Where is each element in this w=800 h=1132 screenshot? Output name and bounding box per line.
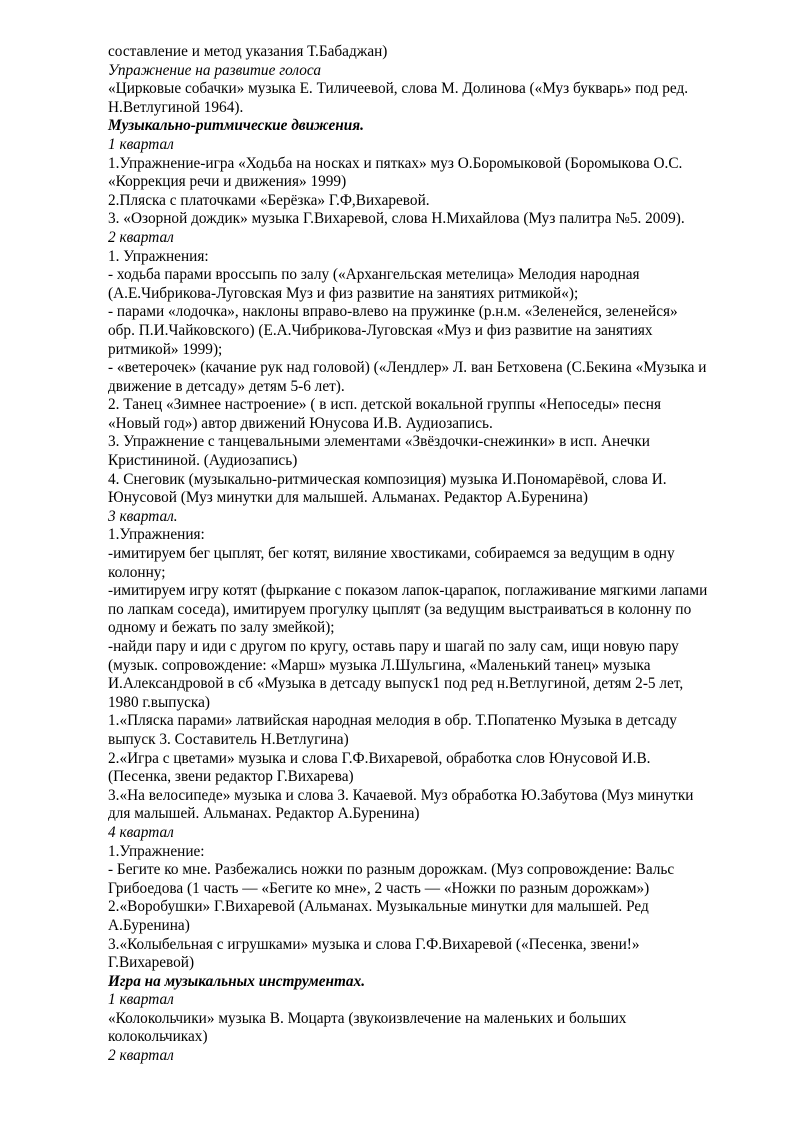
text-line: Г.Вихаревой): [108, 954, 195, 972]
text-line: (Песенка, звени редактор Г.Вихарева): [108, 768, 354, 786]
text-line: 1. Упражнения:: [108, 247, 209, 265]
section-subheading: 4 квартал: [108, 823, 174, 841]
text-line: 3.«Колыбельная с игрушками» музыка и слова Г.Ф.Вихаревой («Песенка, звени!»: [108, 935, 640, 953]
text-line: обр. П.И.Чайковского) (Е.А.Чибрикова-Луговская «Муз и физ развитие на занятиях: [108, 321, 653, 339]
section-heading: Музыкально-ритмические движения.: [108, 117, 364, 135]
text-line: «Коррекция речи и движения» 1999): [108, 173, 347, 191]
text-line: выпуск 3. Составитель Н.Ветлугина): [108, 730, 349, 748]
text-line: 2.«Игра с цветами» музыка и слова Г.Ф.Вихаревой, обработка слов Юнусовой И.В.: [108, 749, 651, 767]
section-subheading: Упражнение на развитие голоса: [108, 61, 321, 79]
text-line: 2.Пляска с платочками «Берёзка» Г.Ф,Вихаревой.: [108, 191, 430, 209]
text-line: 1980 г.выпуска): [108, 693, 210, 711]
text-line: 1.Упражнение:: [108, 842, 205, 860]
text-line: -найди пару и иди с другом по кругу, оставь пару и шагай по залу сам, ищи новую пару: [108, 638, 679, 655]
text-line: 4. Снеговик (музыкально-ритмическая композиция) музыка И.Пономарёвой, слова И.: [108, 470, 667, 488]
text-line: движение в детсаду» детям 5-6 лет).: [108, 377, 345, 395]
text-line: по лапкам соседа), имитируем прогулку цыплят (за ведущим выстраиваться в колонну по: [108, 600, 692, 618]
text-line: «Новый год») автор движений Юнусова И.В. Аудиозапись.: [108, 414, 493, 432]
document-page: [108, 43, 748, 1066]
section-subheading: 1 квартал: [108, 135, 174, 153]
text-line: 2.«Воробушки» Г.Вихаревой (Альманах. Музыкальные минутки для малышей. Ред: [108, 898, 649, 916]
section-subheading: 1 квартал: [108, 991, 174, 1009]
text-line: (А.Е.Чибрикова-Луговская Муз и физ развитие на занятиях ритмикой«);: [108, 284, 579, 302]
text-line: 1.Упражнение-игра «Ходьба на носках и пятках» муз О.Боромыковой (Боромыкова О.С.: [108, 154, 683, 172]
text-line: 3.«На велосипеде» музыка и слова З. Качаевой. Муз обработка Ю.Забутова (Муз минутки: [108, 786, 694, 804]
section-subheading: 2 квартал: [108, 1047, 174, 1065]
text-line: «Цирковые собачки» музыка Е. Тиличеевой, слова М. Долинова («Муз букварь» под ред.: [108, 80, 689, 98]
text-line: -имитируем игру котят (фыркание с показом лапок-царапок, поглаживание мягкими лапами: [108, 582, 708, 600]
text-line: Юнусовой (Муз минутки для малышей. Альманах. Редактор А.Буренина): [108, 489, 588, 507]
text-line: колонну;: [108, 563, 166, 581]
text-line: (музык. сопровождение: «Марш» музыка Л.Шульгина, «Маленький танец» музыка: [108, 656, 651, 674]
text-line: одному и бежать по залу змейкой);: [108, 619, 335, 637]
text-line: 1.«Пляска парами» латвийская народная мелодия в обр. Т.Попатенко Музыка в детсаду: [108, 712, 677, 730]
text-line: колокольчиках): [108, 1028, 208, 1046]
text-line: «Колокольчики» музыка В. Моцарта (звукоизвлечение на маленьких и больших: [108, 1009, 627, 1027]
text-line: составление и метод указания Т.Бабаджан): [108, 43, 388, 60]
text-line: Кристининой. (Аудиозапись): [108, 452, 298, 470]
text-line: А.Буренина): [108, 916, 190, 934]
section-subheading: 2 квартал: [108, 228, 174, 246]
text-line: - парами «лодочка», наклоны вправо-влево на пружинке (р.н.м. «Зеленейся, зеленейся»: [108, 303, 678, 321]
section-subheading: 3 квартал.: [108, 507, 178, 525]
text-line: И.Александровой в сб «Музыка в детсаду выпуск1 под ред н.Ветлугиной, детям 2-5 лет,: [108, 675, 684, 693]
text-line: 3. «Озорной дождик» музыка Г.Вихаревой, слова Н.Михайлова (Муз палитра №5. 2009).: [108, 210, 685, 228]
text-line: 2. Танец «Зимнее настроение» ( в исп. детской вокальной группы «Непоседы» песня: [108, 396, 662, 414]
text-line: для малышей. Альманах. Редактор А.Буренина): [108, 805, 420, 823]
text-line: 1.Упражнения:: [108, 526, 205, 544]
text-line: Грибоедова (1 часть — «Бегите ко мне», 2 часть — «Ножки по разным дорожкам»): [108, 879, 650, 897]
text-line: Н.Ветлугиной 1964).: [108, 98, 244, 116]
text-line: ритмикой» 1999);: [108, 340, 223, 358]
text-line: 3. Упражнение с танцевальными элементами «Звёздочки-снежинки» в исп. Анечки: [108, 433, 650, 451]
text-line: -имитируем бег цыплят, бег котят, виляние хвостиками, собираемся за ведущим в одну: [108, 545, 675, 563]
text-line: - «ветерочек» (качание рук над головой) («Лендлер» Л. ван Бетховена (С.Бекина «Музыка и: [108, 359, 707, 377]
section-heading: Игра на музыкальных инструментах.: [108, 972, 366, 990]
text-line: - ходьба парами вроссыпь по залу («Архангельская метелица» Мелодия народная: [108, 266, 640, 284]
text-line: - Бегите ко мне. Разбежались ножки по разным дорожкам. (Муз сопровождение: Вальс: [108, 861, 675, 879]
